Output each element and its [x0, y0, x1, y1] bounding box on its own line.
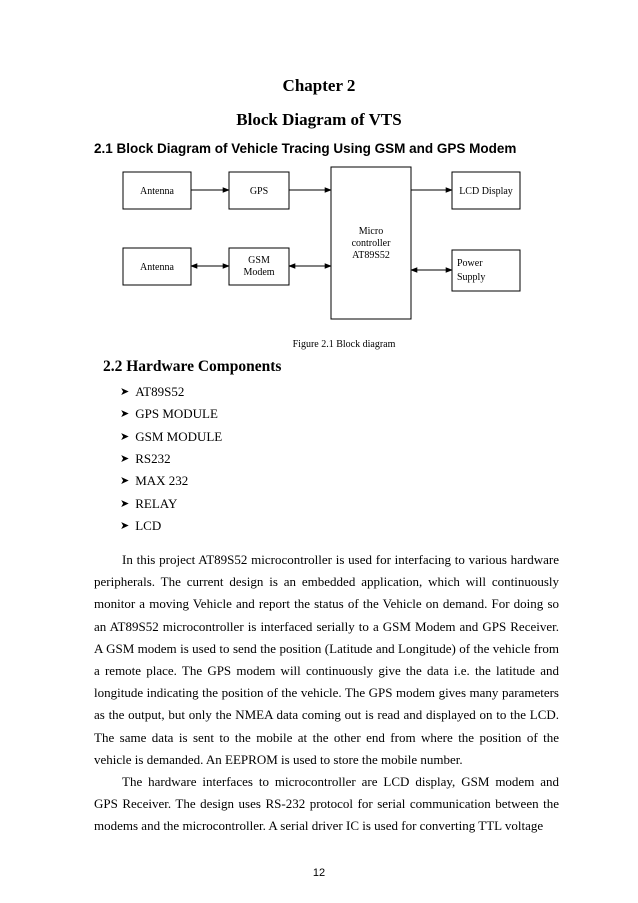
list-item — [120, 448, 222, 470]
list-item — [120, 381, 222, 403]
list-item — [120, 403, 222, 425]
list-item-label: RELAY — [135, 495, 178, 511]
figure-caption — [0, 339, 638, 350]
list-item — [120, 492, 222, 514]
arrow-bullet-icon: ➤ — [120, 385, 130, 399]
page-number: 12 — [312, 867, 326, 879]
label-antenna-top: Antenna — [140, 186, 174, 197]
body-paragraph-2: The hardware interfaces to microcontroller are LCD display, GSM modem and GPS Receiver. The design uses RS-232 protocol for serial communication between the modems and the microcontroller. A serial driver IC is used for converting TTL voltage — [94, 774, 559, 834]
figure-caption-text: Figure 2.1 Block diagram — [292, 339, 396, 350]
label-gsm-line1: GSM — [248, 255, 270, 266]
chapter-heading: Chapter 2 — [282, 76, 356, 95]
label-power-line2: Supply — [457, 272, 486, 283]
list-item — [120, 515, 222, 537]
list-item — [120, 470, 222, 492]
label-power-line1: Power — [457, 258, 483, 269]
list-item-label: MAX 232 — [135, 473, 189, 489]
arrow-bullet-icon: ➤ — [120, 518, 130, 532]
arrow-bullet-icon: ➤ — [120, 407, 130, 421]
section-2-1-heading: 2.1 Block Diagram of Vehicle Tracing Using GSM and GPS Modem — [94, 141, 517, 156]
label-mc-line3: AT89S52 — [352, 250, 390, 261]
power-supply-block — [452, 250, 520, 291]
arrow-bullet-icon: ➤ — [120, 496, 130, 510]
label-lcd-display: LCD Display — [459, 186, 513, 197]
label-antenna-bottom: Antenna — [140, 262, 174, 273]
arrow-bullet-icon: ➤ — [120, 452, 130, 466]
label-gps: GPS — [249, 186, 269, 197]
list-item — [120, 426, 222, 448]
list-item-label: RS232 — [135, 451, 171, 467]
arrow-bullet-icon: ➤ — [120, 429, 130, 443]
label-mc-line2: controller — [351, 238, 391, 249]
list-item-label: AT89S52 — [135, 384, 185, 400]
hardware-components-list — [120, 381, 222, 537]
list-item-label: GSM MODULE — [135, 428, 223, 444]
list-item-label: LCD — [135, 517, 162, 533]
list-item-label: GPS MODULE — [135, 406, 218, 422]
body-paragraph-1: In this project AT89S52 microcontroller is used for interfacing to various hardware peripherals. The current design is an embedded application, which will continuously monitor a moving Vehicle and report the status of the Vehicle on demand. For doing so an AT89S52 microcontroller is interfaced serially to a GSM Modem and GPS Receiver. A GSM modem is used to send the position (Latitude and Longitude) of the vehicle from a remote place. The GPS modem will continuously give the data i.e. the latitude and longitude indicating the position of the vehicle. The GPS modem gives many parameters as the output, but only the NMEA data coming out is read and displayed on to the LCD. The same data is sent to the mobile at the other end from where the position of the vehicle is demanded. An EEPROM is used to store the mobile number. — [94, 552, 559, 767]
arrow-bullet-icon: ➤ — [120, 474, 130, 488]
block-diagram — [115, 162, 530, 332]
label-gsm-line2: Modem — [243, 267, 275, 278]
label-mc-line1: Micro — [358, 226, 384, 237]
section-2-2-heading: 2.2 Hardware Components — [103, 358, 282, 375]
chapter-title: Block Diagram of VTS — [236, 110, 402, 129]
